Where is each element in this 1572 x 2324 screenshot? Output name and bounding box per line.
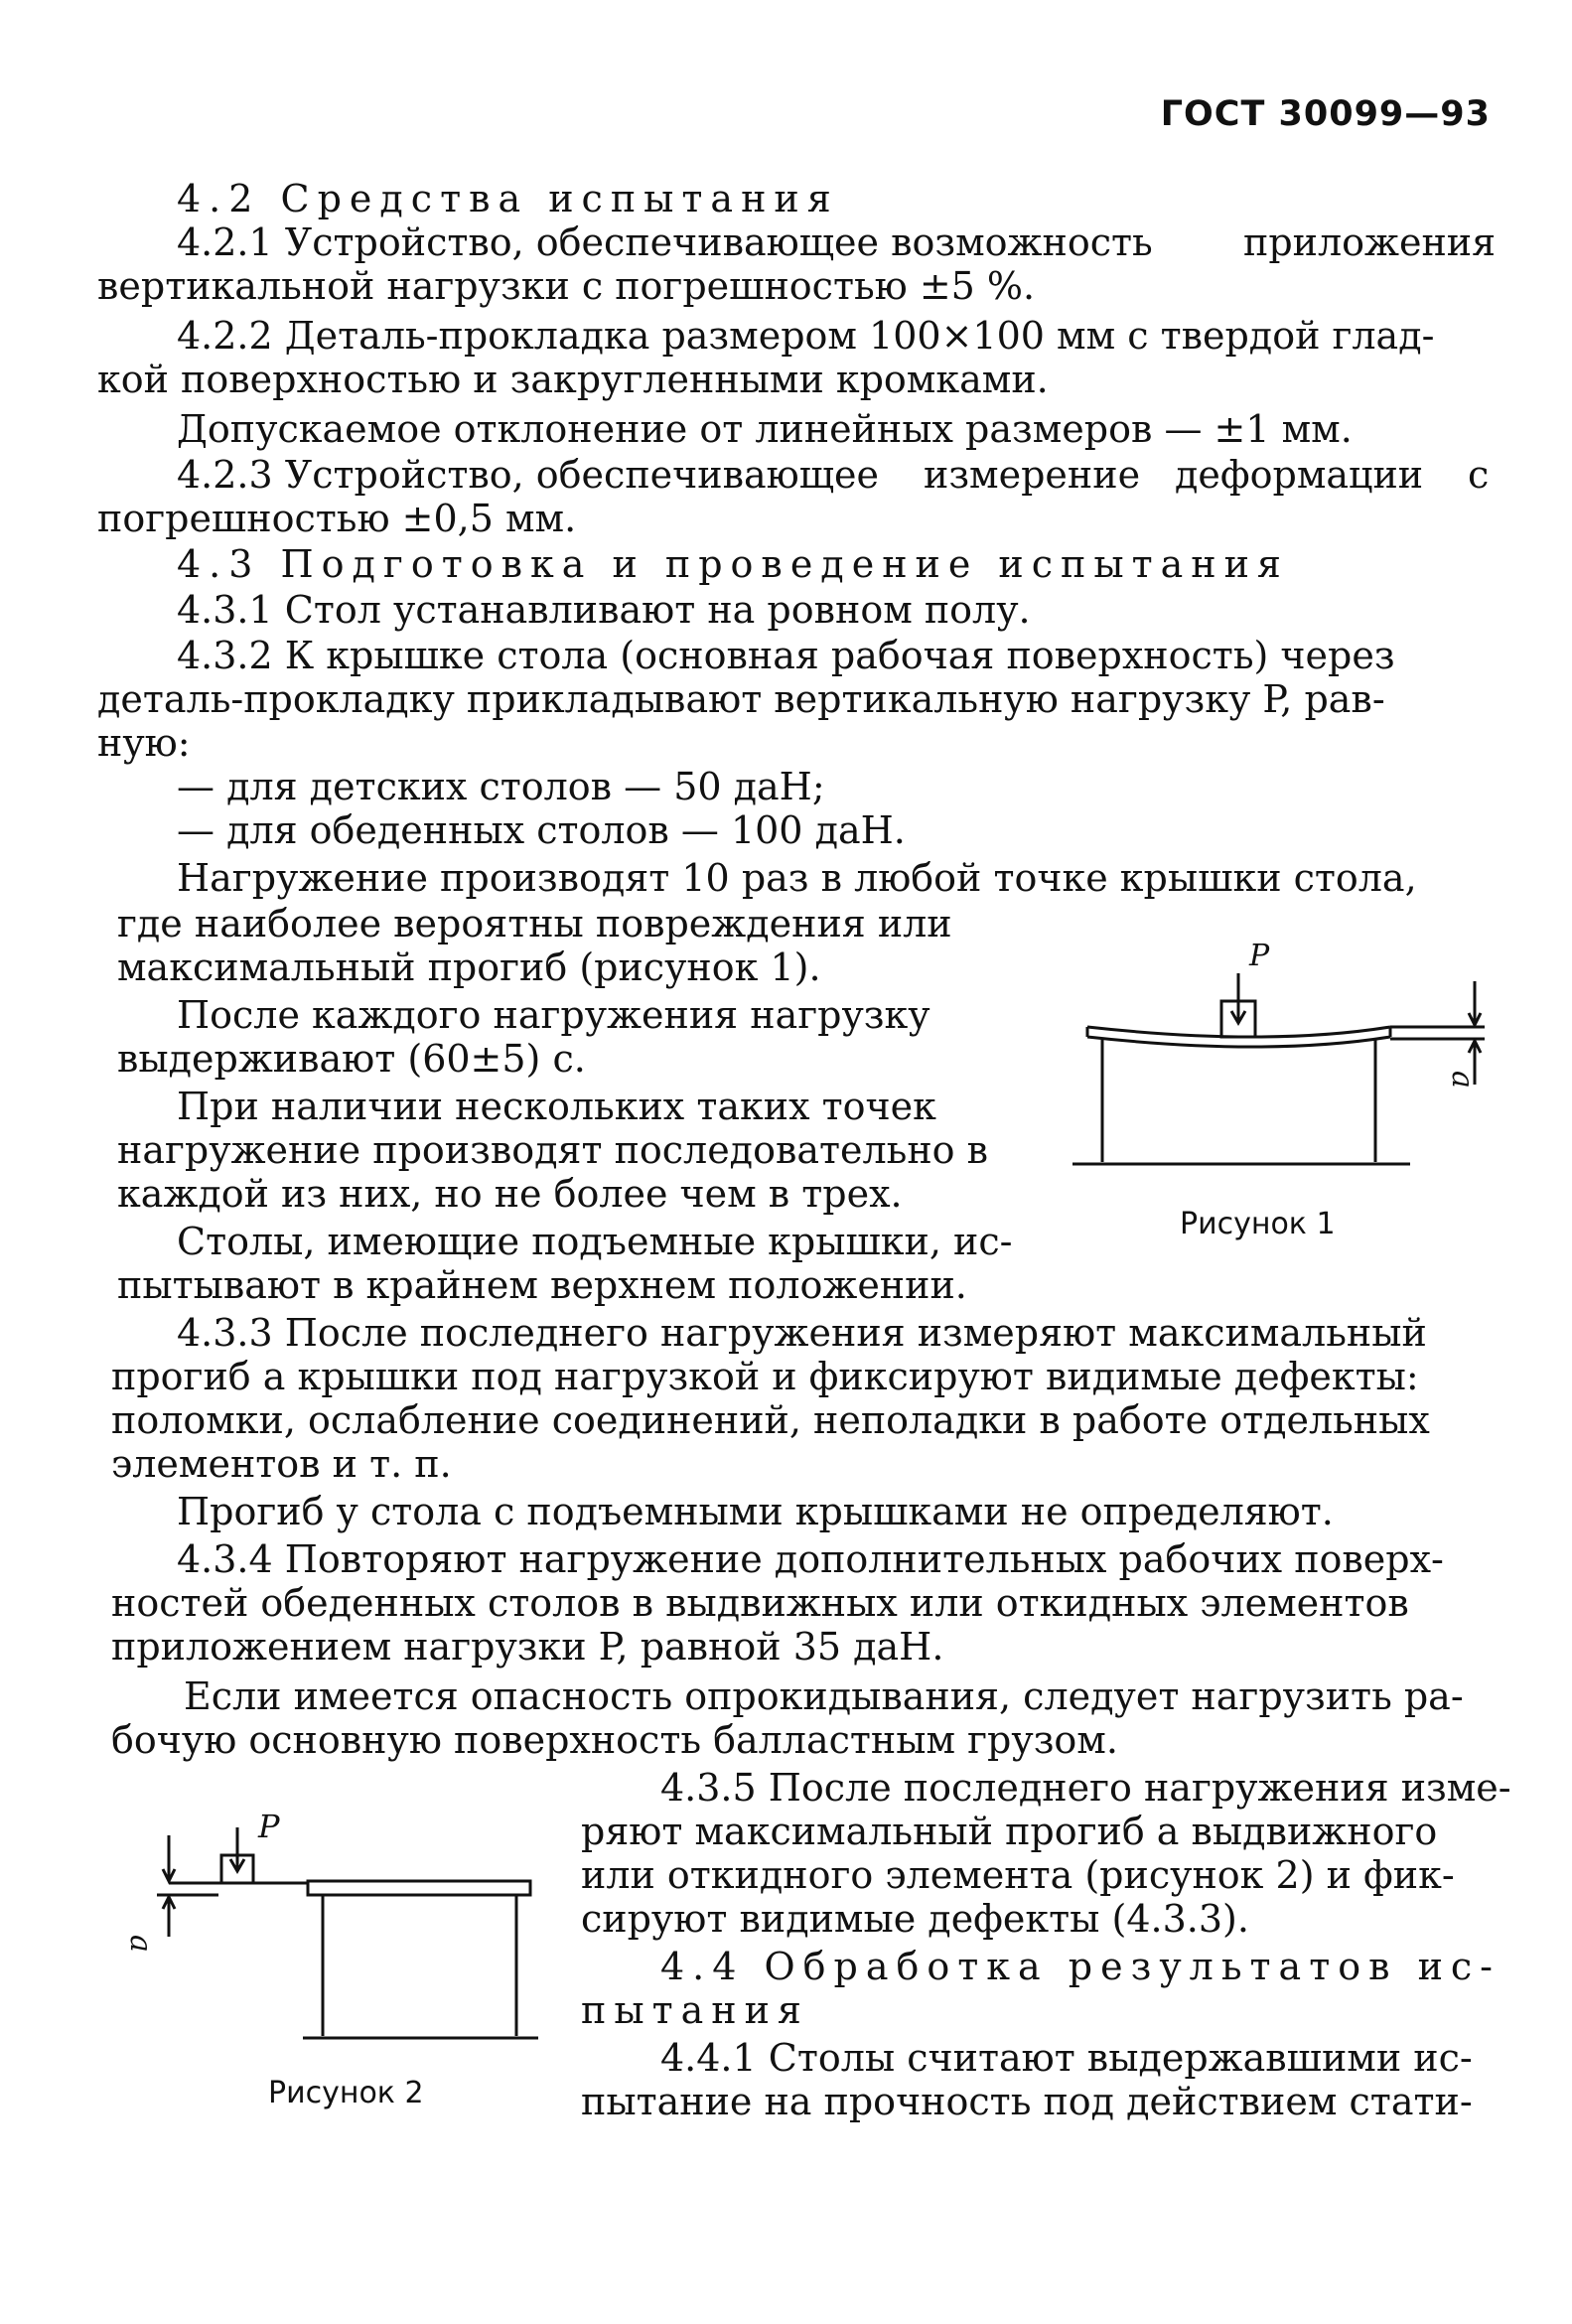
table-top bbox=[308, 1881, 530, 1895]
text-line: погрешностью ±0,5 мм. bbox=[97, 497, 577, 540]
text-line: где наиболее вероятны повреждения или bbox=[117, 902, 952, 945]
text-line: — для обеденных столов — 100 даН. bbox=[177, 808, 906, 852]
figure-1-deflection-label: a bbox=[1445, 1071, 1480, 1089]
text-line: Прогиб у стола с подъемными крышками не определяют. bbox=[177, 1490, 1334, 1533]
text-line: 4.4.1 Столы считают выдержавшими ис- bbox=[660, 2036, 1473, 2080]
text-line: элементов и т. п. bbox=[111, 1442, 452, 1486]
text-line: 4.3.3 После последнего нагружения измеряют максимальный bbox=[177, 1311, 1427, 1355]
text-line: 4.2.2 Деталь-прокладка размером 100×100 мм с твердой глад- bbox=[177, 314, 1435, 358]
text-line: Допускаемое отклонение от линейных размеров — ±1 мм. bbox=[177, 407, 1353, 451]
text-line: приложения bbox=[1243, 220, 1497, 264]
section-heading-4-3: 4.3 Подготовка и проведение испытания bbox=[177, 542, 1289, 586]
figure-1-diagram bbox=[1068, 939, 1504, 1177]
figure-1-load-label: P bbox=[1249, 939, 1270, 973]
text-line: 4.3.2 К крышке стола (основная рабочая поверхность) через bbox=[177, 634, 1395, 677]
text-line: прогиб a крышки под нагрузкой и фиксируют видимые дефекты: bbox=[111, 1355, 1419, 1398]
section-heading-4-4-cont: пытания bbox=[581, 1988, 809, 2032]
text-line: После каждого нагружения нагрузку bbox=[177, 993, 930, 1037]
text-line: ностей обеденных столов в выдвижных или откидных элементов bbox=[111, 1581, 1409, 1625]
text-line: пытание на прочность под действием стати- bbox=[581, 2080, 1473, 2123]
text-line: ную: bbox=[97, 721, 191, 765]
text-line: Нагружение производят 10 раз в любой точке крышки стола, bbox=[177, 856, 1417, 900]
text-line: бочую основную поверхность балластным грузом. bbox=[111, 1718, 1118, 1762]
text-line: нагружение производят последовательно в bbox=[117, 1128, 989, 1172]
text-line: пытывают в крайнем верхнем положении. bbox=[117, 1263, 967, 1307]
section-heading-4-4: 4.4 Обработка результатов ис- bbox=[660, 1945, 1501, 1988]
text-line: 4.2.1 Устройство, обеспечивающее возможность bbox=[177, 220, 1153, 264]
text-line: 4.2.3 Устройство, обеспечивающее bbox=[177, 453, 880, 497]
text-line: 4.3.5 После последнего нагружения изме- bbox=[660, 1766, 1511, 1810]
text-line: 4.3.4 Повторяют нагружение дополнительных рабочих поверх- bbox=[177, 1537, 1444, 1581]
text-line: измерение bbox=[924, 453, 1141, 497]
document-code-header: ГОСТ 30099—93 bbox=[1160, 94, 1491, 134]
text-line: — для детских столов — 50 даН; bbox=[177, 765, 825, 808]
text-line: кой поверхностью и закругленными кромками. bbox=[97, 358, 1049, 401]
text-line: сируют видимые дефекты (4.3.3). bbox=[581, 1897, 1249, 1941]
text-line: При наличии нескольких таких точек bbox=[177, 1085, 936, 1128]
figure-2-deflection-label: a bbox=[123, 1935, 158, 1953]
figure-2-load-label: P bbox=[258, 1808, 280, 1845]
text-line: или откидного элемента (рисунок 2) и фик- bbox=[581, 1853, 1455, 1897]
figure-2-caption: Рисунок 2 bbox=[268, 2076, 424, 2110]
text-line: вертикальной нагрузки с погрешностью ±5 %. bbox=[97, 264, 1036, 308]
text-line: приложением нагрузки P, равной 35 даН. bbox=[111, 1625, 944, 1669]
text-line: деталь-прокладку прикладывают вертикальную нагрузку P, рав- bbox=[97, 677, 1385, 721]
text-line: Если имеется опасность опрокидывания, следует нагрузить ра- bbox=[184, 1674, 1464, 1718]
text-line: ряют максимальный прогиб a выдвижного bbox=[581, 1810, 1438, 1853]
text-line: максимальный прогиб (рисунок 1). bbox=[117, 945, 821, 989]
text-line: Столы, имеющие подъемные крышки, ис- bbox=[177, 1220, 1013, 1263]
text-line: деформации bbox=[1175, 453, 1424, 497]
section-heading-4-2: 4.2 Средства испытания bbox=[177, 177, 839, 220]
text-line: 4.3.1 Стол устанавливают на ровном полу. bbox=[177, 588, 1031, 632]
text-line: каждой из них, но не более чем в трех. bbox=[117, 1172, 903, 1216]
figure-1-caption: Рисунок 1 bbox=[1180, 1207, 1336, 1241]
text-line: поломки, ослабление соединений, неполадки в работе отдельных bbox=[111, 1398, 1430, 1442]
text-line: выдерживают (60±5) с. bbox=[117, 1037, 586, 1081]
text-line: с bbox=[1468, 453, 1490, 497]
figure-2-diagram bbox=[109, 1808, 546, 2046]
